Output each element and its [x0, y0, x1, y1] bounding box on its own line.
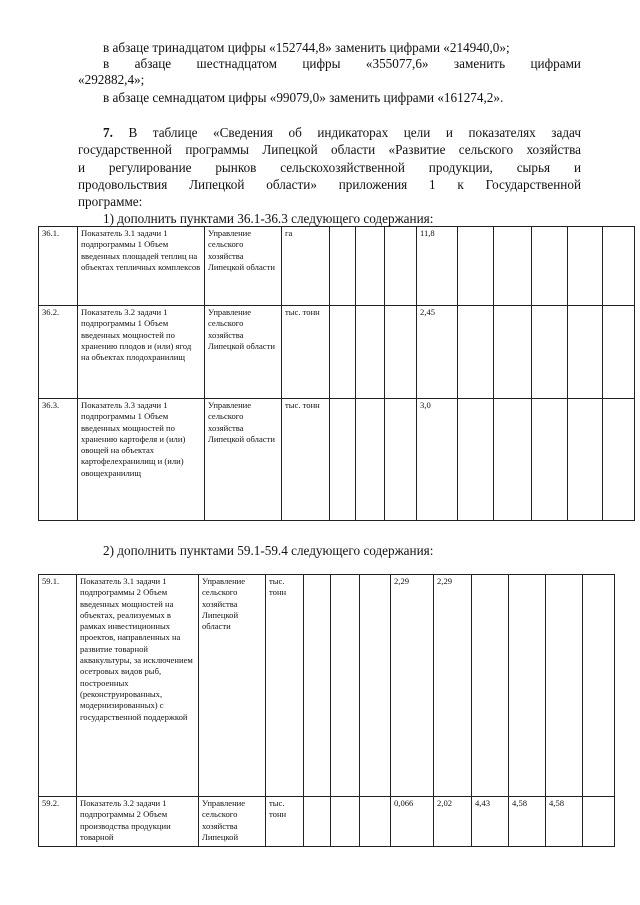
indicator-name: Показатель 3.2 задачи 1 подпрограммы 1 Объем введенных мощностей по хранению плодов и (или) ягод на объектах плодохранилищ — [78, 306, 205, 399]
value-cell: 2,29 — [391, 575, 434, 797]
value-cell — [458, 227, 494, 306]
value-cell — [509, 575, 546, 797]
value-cell — [330, 399, 356, 521]
section-number: 7. — [103, 125, 113, 140]
unit: тыс. тонн — [266, 575, 304, 797]
value-cell — [603, 306, 635, 399]
value-cell — [304, 797, 331, 847]
value-cell — [568, 399, 603, 521]
value-cell — [583, 575, 615, 797]
value-cell — [331, 797, 360, 847]
value-cell — [385, 399, 417, 521]
value-cell — [458, 399, 494, 521]
responsible-org: Управление сельского хозяйства Липецкой — [199, 797, 266, 847]
indicator-name: Показатель 3.2 задачи 1 подпрограммы 2 Объем производства продукции товарной — [77, 797, 199, 847]
indicators-table-1 — [38, 226, 635, 521]
section-7-line-2: государственной программы Липецкой области «Развитие сельского хозяйства — [78, 142, 581, 157]
section-7-line-5: программе: — [78, 194, 143, 209]
intro-line-4: в абзаце семнадцатом цифры «99079,0» заменить цифрами «161274,2». — [103, 90, 504, 105]
value-cell — [532, 399, 568, 521]
value-cell — [472, 575, 509, 797]
value-cell: 2,02 — [434, 797, 472, 847]
value-cell — [331, 575, 360, 797]
responsible-org: Управление сельского хозяйства Липецкой области — [205, 399, 282, 521]
value-cell — [330, 227, 356, 306]
value-cell — [494, 306, 532, 399]
value-cell — [568, 306, 603, 399]
table-row — [39, 399, 635, 521]
value-cell — [603, 399, 635, 521]
value-cell — [583, 797, 615, 847]
value-cell — [532, 227, 568, 306]
table-row — [39, 797, 615, 847]
value-cell: 2,45 — [417, 306, 458, 399]
value-cell: 4,58 — [546, 797, 583, 847]
indicator-name: Показатель 3.3 задачи 1 подпрограммы 1 Объем введенных мощностей по хранению картофеля и (или) овощей на объектах картофелехранилищ и (или) овощехранилищ — [78, 399, 205, 521]
row-number: 59.2. — [39, 797, 77, 847]
unit: тыс. тонн — [266, 797, 304, 847]
value-cell — [458, 306, 494, 399]
value-cell — [360, 797, 391, 847]
value-cell — [568, 227, 603, 306]
row-number: 36.2. — [39, 306, 78, 399]
section-7-line-3: и регулирование рынков сельскохозяйственной продукции, сырья и — [78, 160, 581, 175]
value-cell: 4,43 — [472, 797, 509, 847]
indicator-name: Показатель 3.1 задачи 1 подпрограммы 1 Объем введенных площадей теплиц на объектах тепличных комплексов — [78, 227, 205, 306]
table-row — [39, 306, 635, 399]
value-cell: 2,29 — [434, 575, 472, 797]
section-7-line-4: продовольствия Липецкой области» приложения 1 к Государственной — [78, 177, 581, 192]
value-cell: 0,066 — [391, 797, 434, 847]
intro-line-1: в абзаце тринадцатом цифры «152744,8» заменить цифрами «214940,0»; — [103, 40, 510, 55]
value-cell — [603, 227, 635, 306]
responsible-org: Управление сельского хозяйства Липецкой области — [205, 306, 282, 399]
value-cell: 11,8 — [417, 227, 458, 306]
indicators-table-2 — [38, 574, 615, 847]
indicator-name: Показатель 3.1 задачи 1 подпрограммы 2 Объем введенных мощностей на объектах, реализуемых в рамках инвестиционных проектов, направленных на развитие товарной аквакультуры, за исключением осетровых видов рыб, построенных (реконструированных, модернизированных) с государственной поддержкой — [77, 575, 199, 797]
value-cell: 4,58 — [509, 797, 546, 847]
responsible-org: Управление сельского хозяйства Липецкой области — [205, 227, 282, 306]
intro-line-3: «292882,4»; — [78, 72, 145, 87]
row-number: 36.3. — [39, 399, 78, 521]
table-row — [39, 227, 635, 306]
intro-line-2: в абзаце шестнадцатом цифры «355077,6» заменить цифрами — [103, 56, 581, 71]
value-cell — [494, 399, 532, 521]
value-cell — [304, 575, 331, 797]
value-cell — [356, 227, 385, 306]
item-1-heading: 1) дополнить пунктами 36.1-36.3 следующего содержания: — [103, 211, 434, 226]
row-number: 36.1. — [39, 227, 78, 306]
value-cell — [356, 306, 385, 399]
section-7-line-1: 7. В таблице «Сведения об индикаторах цели и показателях задач — [103, 125, 582, 140]
value-cell — [385, 306, 417, 399]
value-cell: 3,0 — [417, 399, 458, 521]
row-number: 59.1. — [39, 575, 77, 797]
item-2-heading: 2) дополнить пунктами 59.1-59.4 следующего содержания: — [103, 543, 434, 558]
value-cell — [494, 227, 532, 306]
value-cell — [385, 227, 417, 306]
value-cell — [356, 399, 385, 521]
value-cell — [532, 306, 568, 399]
value-cell — [546, 575, 583, 797]
value-cell — [330, 306, 356, 399]
value-cell — [360, 575, 391, 797]
responsible-org: Управление сельского хозяйства Липецкой области — [199, 575, 266, 797]
table-row — [39, 575, 615, 797]
unit: тыс. тонн — [282, 399, 330, 521]
unit: тыс. тонн — [282, 306, 330, 399]
unit: га — [282, 227, 330, 306]
